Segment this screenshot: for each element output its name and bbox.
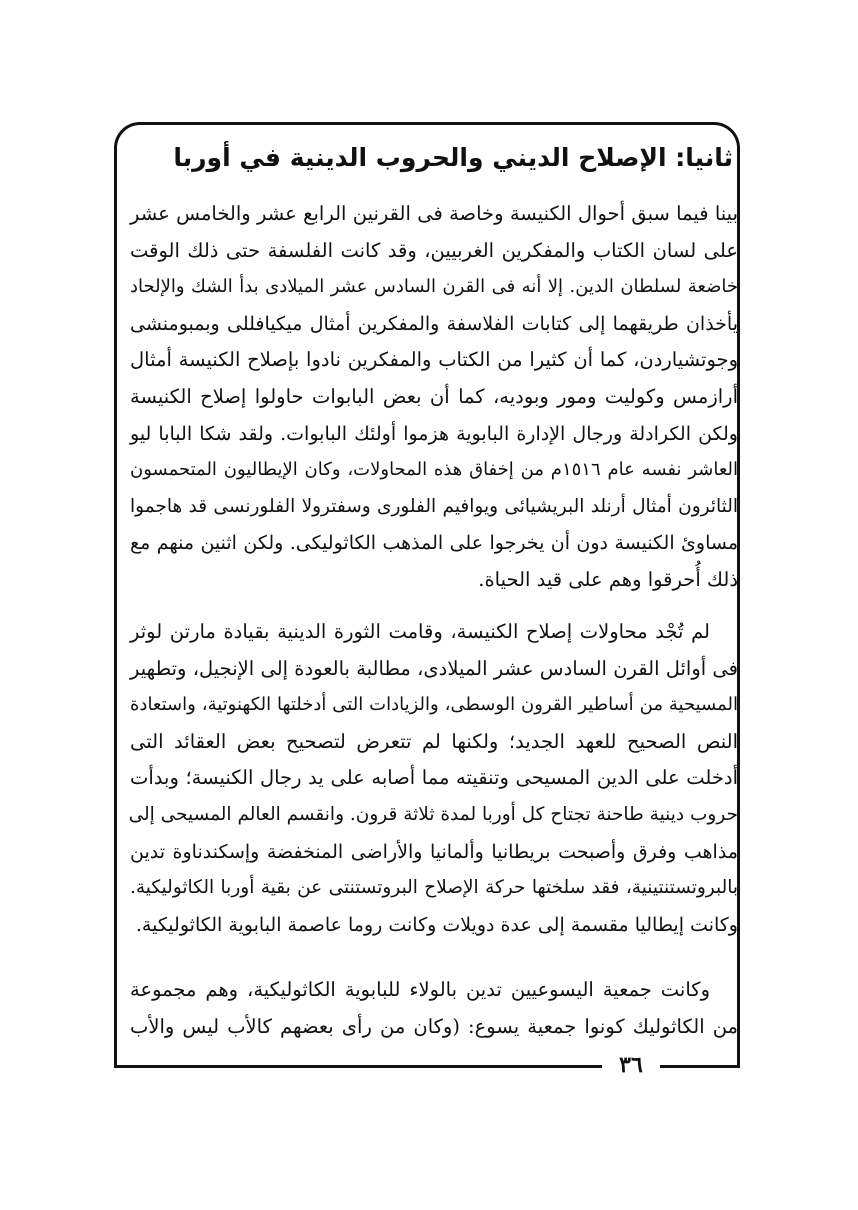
text-line: على لسان الكتاب والمفكرين الغربيين، وقد كانت الفلسفة حتى ذلك الوقت — [130, 238, 738, 262]
frame-corner-left — [114, 1020, 117, 1068]
text-line: وكانت جمعية اليسوعيين تدين بالولاء للبابوية الكاثوليكية، وهم مجموعة — [130, 978, 710, 1001]
text-line: النص الصحيح للعهد الجديد؛ ولكنها لم تتعرض لتصحيح بعض العقائد التى — [130, 729, 738, 753]
text-line: فى أوائل القرن السادس عشر الميلادى، مطالبة بالعودة إلى الإنجيل، وتطهير — [130, 656, 738, 680]
text-line: مساوئ الكنيسة دون أن يخرجوا على المذهب الكاثوليكى. ولكن اثنين منهم مع — [130, 532, 738, 555]
text-line: يأخذان طريقهما إلى كتابات الفلاسفة والمفكرين أمثال ميكيافللى وبمبومنشى — [130, 312, 738, 335]
paragraph-2 — [130, 614, 738, 943]
text-line: الثائرون أمثال أرنلد البريشيائى ويوافيم الفلورى وسفترولا الفلورنسى قد هاجموا — [130, 495, 738, 517]
text-line: وجوتشياردن، كما أن كثيرا من الكتاب والمفكرين نادوا بإصلاح الكنيسة أمثال — [130, 348, 738, 372]
text-line: أرازمس وكوليت ومور وبوديه، كما أن بعض البابوات حاولوا إصلاح الكنيسة — [130, 384, 738, 408]
text-line: ذلك أُحرقوا وهم على قيد الحياة. — [478, 567, 738, 591]
paragraph-3 — [130, 972, 738, 1045]
page-number: ٣٦ — [619, 1052, 643, 1078]
paragraph-1 — [130, 196, 738, 599]
text-line: من الكاثوليك كونوا جمعية يسوع: (وكان من رأى بعضهم كالأب ليس والأب — [130, 1014, 738, 1038]
text-line: المسيحية من أساطير القرون الوسطى، والزيادات التى أدخلتها الكهنوتية، واستعادة — [130, 694, 738, 716]
footer-rule-right — [660, 1065, 740, 1068]
text-line: لم تُجْد محاولات إصلاح الكنيسة، وقامت الثورة الدينية بقيادة مارتن لوثر — [130, 620, 710, 643]
section-heading: ثانيا: الإصلاح الديني والحروب الدينية في أوربا — [173, 143, 733, 172]
text-line: العاشر نفسه عام ١٥١٦م من إخفاق هذه المحاولات، وكان الإيطاليون المتحمسون — [130, 459, 738, 481]
text-line: بالبروتستنتينية، فقد سلختها حركة الإصلاح البروتستنتى عن بقية أوربا الكاثوليكية. — [130, 877, 738, 899]
text-line: مذاهب وفرق وأصبحت بريطانيا وألمانيا والأراضى المنخفضة وإسكندناوة تدين — [130, 840, 738, 863]
text-line: أدخلت على الدين المسيحى وتنقيته مما أصابه على يد رجال الكنيسة؛ وبدأت — [130, 766, 738, 790]
text-line: ولكن الكرادلة ورجال الإدارة البابوية هزموا أولئك البابوات. ولقد شكا البابا ليو — [130, 422, 738, 445]
text-line: حروب دينية طاحنة تجتاح كل أوربا لمدة ثلاثة قرون. وانقسم العالم المسيحى إلى — [128, 803, 738, 825]
text-line: وكانت إيطاليا مقسمة إلى عدة دويلات وكانت روما عاصمة البابوية الكاثوليكية. — [135, 913, 738, 936]
footer-rule-left — [114, 1065, 602, 1068]
text-line: بينا فيما سبق أحوال الكنيسة وخاصة فى القرنين الرابع عشر والخامس عشر — [130, 202, 738, 225]
text-line: خاضعة لسلطان الدين. إلا أنه فى القرن السادس عشر الميلادى بدأ الشك والإلحاد — [130, 276, 738, 298]
